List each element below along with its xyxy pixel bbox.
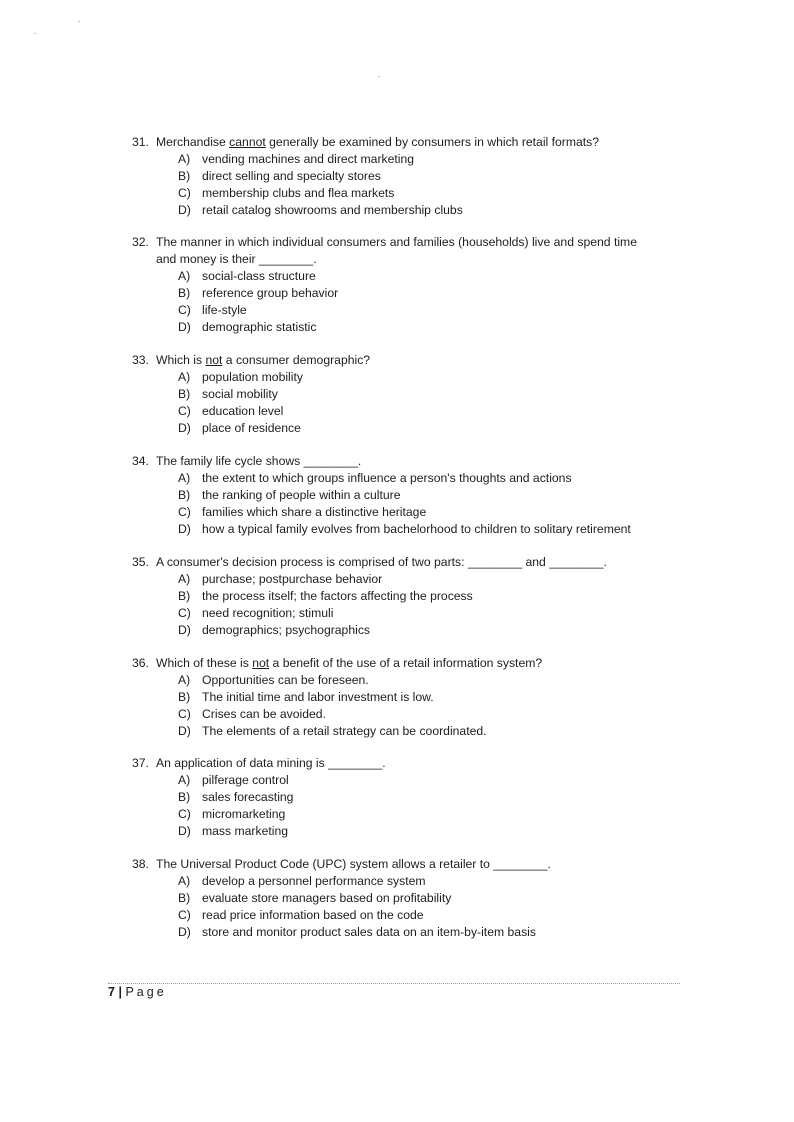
option-letter: A) — [178, 673, 191, 687]
scan-speck — [378, 76, 380, 77]
option-text: mass marketing — [202, 824, 289, 838]
option-text: membership clubs and flea markets — [202, 186, 395, 200]
option-c — [132, 185, 692, 202]
option-d — [132, 723, 692, 740]
option-text: demographic statistic — [202, 320, 317, 334]
question-number: 34. — [132, 454, 149, 468]
option-c — [132, 605, 692, 622]
answer-options — [132, 151, 692, 219]
question-31 — [132, 134, 692, 219]
question-text: The family life cycle shows ________. — [156, 454, 362, 468]
option-a — [132, 873, 692, 890]
option-letter: B) — [178, 690, 191, 704]
option-text: social-class structure — [202, 269, 316, 283]
option-letter: D) — [178, 824, 191, 838]
page-number: 7 — [108, 985, 116, 999]
option-letter: D) — [178, 925, 191, 939]
question-text: A consumer's decision process is comprised of two parts: ________ and ________. — [156, 555, 607, 569]
option-text: need recognition; stimuli — [202, 606, 334, 620]
question-text: An application of data mining is ________. — [156, 756, 386, 770]
answer-options — [132, 772, 692, 840]
question-emphasis: cannot — [229, 135, 266, 149]
question-text-post: a consumer demographic? — [222, 353, 371, 367]
option-d — [132, 202, 692, 219]
option-letter: A) — [178, 471, 191, 485]
option-text: education level — [202, 404, 284, 418]
question-32 — [132, 234, 692, 336]
question-emphasis: not — [252, 656, 270, 670]
question-text — [156, 352, 370, 369]
option-letter: C) — [178, 404, 191, 418]
question-stem — [132, 755, 692, 772]
question-number: 38. — [132, 857, 149, 871]
option-text: evaluate store managers based on profitability — [202, 891, 452, 905]
option-d — [132, 521, 692, 538]
page-footer — [108, 985, 167, 999]
option-letter: B) — [178, 169, 191, 183]
option-a — [132, 369, 692, 386]
scan-speck — [78, 21, 80, 22]
option-text: families which share a distinctive heritage — [202, 505, 427, 519]
question-stem — [132, 655, 692, 672]
answer-options — [132, 672, 692, 740]
option-a — [132, 672, 692, 689]
question-text-pre: Which of these is — [156, 656, 253, 670]
question-35 — [132, 554, 692, 639]
question-text: The manner in which individual consumers and families (households) live and spend time — [156, 235, 637, 249]
option-letter: C) — [178, 908, 191, 922]
answer-options — [132, 571, 692, 639]
option-text: retail catalog showrooms and membership clubs — [202, 203, 463, 217]
scan-speck — [34, 33, 36, 34]
option-text: reference group behavior — [202, 286, 339, 300]
option-b — [132, 168, 692, 185]
question-text — [156, 134, 599, 151]
question-number: 35. — [132, 555, 149, 569]
option-letter: C) — [178, 707, 191, 721]
question-text: The Universal Product Code (UPC) system allows a retailer to ________. — [156, 857, 551, 871]
answer-options — [132, 369, 692, 437]
question-stem — [132, 352, 692, 369]
page-label: Page — [125, 985, 167, 999]
question-text-pre: Which is — [156, 353, 206, 367]
option-text: vending machines and direct marketing — [202, 152, 415, 166]
option-letter: B) — [178, 891, 191, 905]
option-text: micromarketing — [202, 807, 286, 821]
option-text: Opportunities can be foreseen. — [202, 673, 369, 687]
question-number: 37. — [132, 756, 149, 770]
option-text: The initial time and labor investment is low. — [202, 690, 434, 704]
footer-divider — [108, 983, 680, 984]
option-d — [132, 319, 692, 336]
option-text: the process itself; the factors affecting the process — [202, 589, 473, 603]
option-c — [132, 806, 692, 823]
question-stem — [132, 453, 692, 470]
option-letter: A) — [178, 370, 191, 384]
option-text: demographics; psychographics — [202, 623, 371, 637]
option-letter: D) — [178, 522, 191, 536]
option-b — [132, 588, 692, 605]
option-letter: B) — [178, 488, 191, 502]
option-letter: B) — [178, 387, 191, 401]
option-letter: D) — [178, 203, 191, 217]
option-letter: C) — [178, 505, 191, 519]
question-37 — [132, 755, 692, 840]
option-text: sales forecasting — [202, 790, 294, 804]
option-letter: D) — [178, 724, 191, 738]
option-b — [132, 689, 692, 706]
option-text: life-style — [202, 303, 247, 317]
question-stem — [132, 856, 692, 873]
option-c — [132, 504, 692, 521]
option-b — [132, 285, 692, 302]
option-text: develop a personnel performance system — [202, 874, 426, 888]
option-letter: D) — [178, 623, 191, 637]
question-stem — [132, 134, 692, 151]
question-36 — [132, 655, 692, 740]
option-text: store and monitor product sales data on an item-by-item basis — [202, 925, 536, 939]
question-emphasis: not — [205, 353, 223, 367]
option-text: population mobility — [202, 370, 303, 384]
option-letter: B) — [178, 790, 191, 804]
option-letter: A) — [178, 773, 191, 787]
option-letter: D) — [178, 320, 191, 334]
option-b — [132, 789, 692, 806]
question-text — [156, 655, 542, 672]
question-number: 32. — [132, 235, 149, 249]
question-number: 33. — [132, 353, 149, 367]
option-text: direct selling and specialty stores — [202, 169, 381, 183]
option-letter: A) — [178, 572, 191, 586]
option-text: Crises can be avoided. — [202, 707, 326, 721]
question-number: 31. — [132, 135, 149, 149]
question-text-post: generally be examined by consumers in which retail formats? — [265, 135, 600, 149]
option-c — [132, 706, 692, 723]
answer-options — [132, 470, 692, 538]
footer-separator: | — [118, 985, 123, 999]
option-b — [132, 890, 692, 907]
option-letter: D) — [178, 421, 191, 435]
option-text: place of residence — [202, 421, 301, 435]
option-b — [132, 487, 692, 504]
option-letter: C) — [178, 807, 191, 821]
option-text: social mobility — [202, 387, 278, 401]
question-33 — [132, 352, 692, 437]
option-text: the ranking of people within a culture — [202, 488, 401, 502]
option-letter: B) — [178, 286, 191, 300]
answer-options — [132, 873, 692, 941]
option-a — [132, 151, 692, 168]
question-stem — [132, 554, 692, 571]
option-letter: C) — [178, 186, 191, 200]
option-c — [132, 907, 692, 924]
question-text-post: a benefit of the use of a retail information system? — [269, 656, 543, 670]
option-text: how a typical family evolves from bachelorhood to children to solitary retirement — [202, 522, 631, 536]
option-b — [132, 386, 692, 403]
option-letter: C) — [178, 606, 191, 620]
option-d — [132, 924, 692, 941]
option-text: pilferage control — [202, 773, 289, 787]
option-a — [132, 772, 692, 789]
option-letter: A) — [178, 152, 191, 166]
option-letter: B) — [178, 589, 191, 603]
question-34 — [132, 453, 692, 538]
option-d — [132, 823, 692, 840]
option-text: purchase; postpurchase behavior — [202, 572, 383, 586]
question-stem — [132, 234, 692, 251]
question-38 — [132, 856, 692, 941]
option-d — [132, 420, 692, 437]
option-letter: A) — [178, 874, 191, 888]
option-a — [132, 268, 692, 285]
option-letter: C) — [178, 303, 191, 317]
option-d — [132, 622, 692, 639]
question-text-pre: Merchandise — [156, 135, 230, 149]
option-text: The elements of a retail strategy can be coordinated. — [202, 724, 487, 738]
answer-options — [132, 268, 692, 336]
option-a — [132, 571, 692, 588]
option-text: read price information based on the code — [202, 908, 424, 922]
option-c — [132, 302, 692, 319]
option-letter: A) — [178, 269, 191, 283]
option-text: the extent to which groups influence a person's thoughts and actions — [202, 471, 572, 485]
option-c — [132, 403, 692, 420]
question-text-continued: and money is their ________. — [156, 252, 317, 266]
option-a — [132, 470, 692, 487]
question-number: 36. — [132, 656, 149, 670]
